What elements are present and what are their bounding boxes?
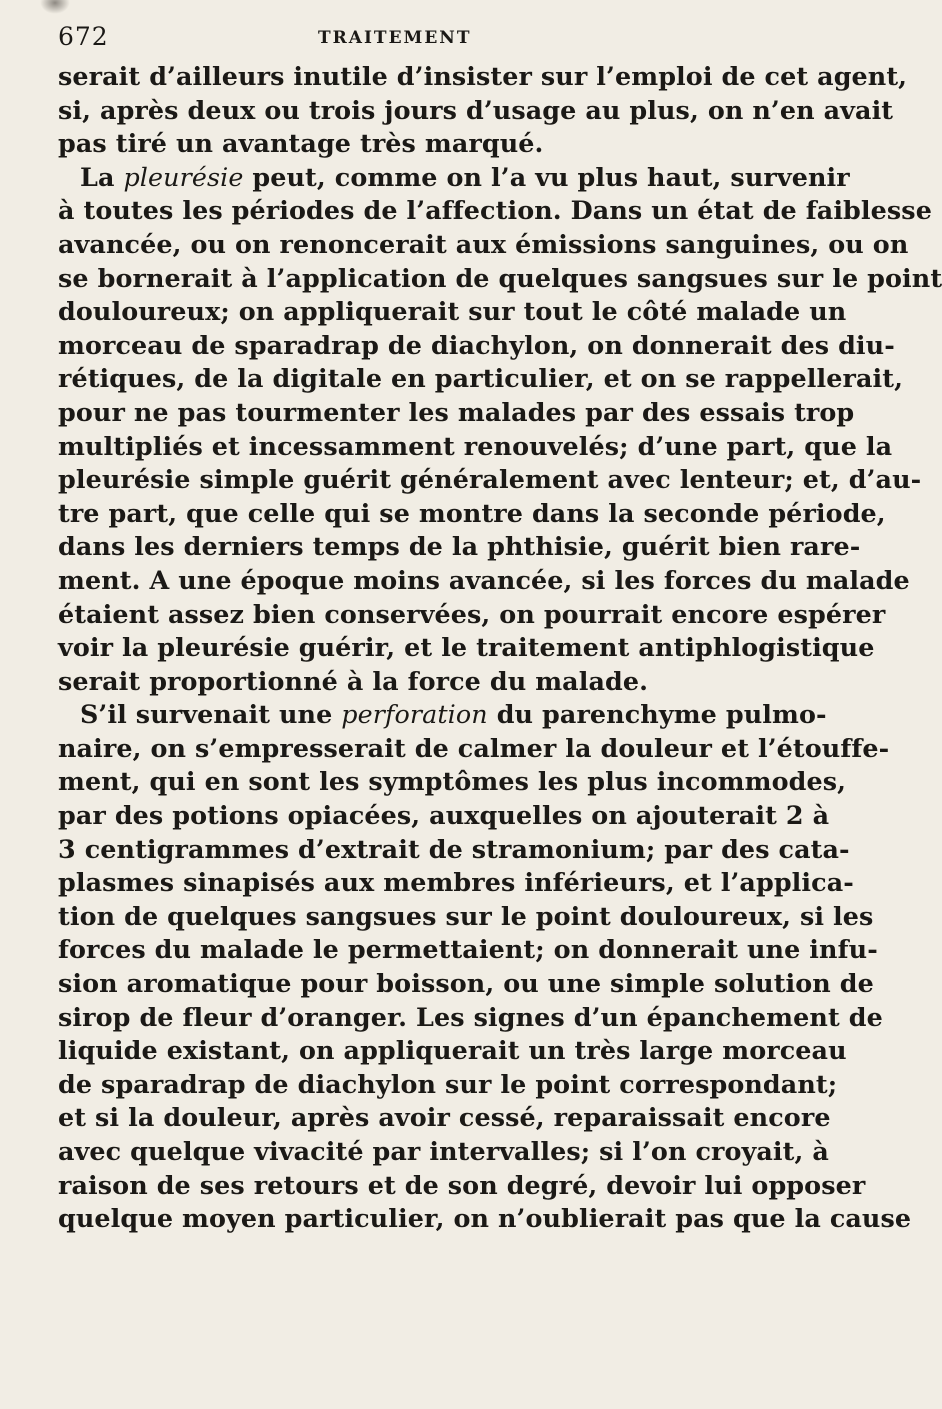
text-segment: morceau de sparadrap de diachylon, on donnerait des diu- xyxy=(58,329,895,360)
text-line xyxy=(58,530,861,564)
text-segment: douloureux; on appliquerait sur tout le côté malade un xyxy=(58,296,847,327)
text-line xyxy=(58,60,908,94)
text-segment: avec quelque vivacité par intervalles; si l’on croyait, à xyxy=(58,1136,829,1166)
text-segment: pour ne pas tourmenter les malades par des essais trop xyxy=(58,396,855,427)
text-segment: multipliés et incessamment renouvelés; d’une part, que la xyxy=(58,430,893,461)
text-segment: sirop de fleur d’oranger. Les signes d’un épanchement de xyxy=(58,1001,883,1032)
ink-blot xyxy=(40,0,70,14)
text-segment: du parenchyme pulmo- xyxy=(487,699,827,730)
text-line xyxy=(58,463,922,497)
text-line xyxy=(58,765,847,799)
text-line xyxy=(58,933,878,967)
text-line xyxy=(58,698,827,732)
text-line xyxy=(58,866,854,900)
text-line xyxy=(58,1101,831,1135)
text-segment: de sparadrap de diachylon sur le point correspondant; xyxy=(58,1068,838,1099)
text-line xyxy=(58,967,874,1001)
text-line xyxy=(58,295,847,329)
text-segment: et si la douleur, après avoir cessé, reparaissait encore xyxy=(58,1102,831,1133)
page-header xyxy=(58,22,758,54)
text-line xyxy=(58,94,894,128)
text-segment: sion aromatique pour boisson, ou une simple solution de xyxy=(58,968,874,999)
text-segment: liquide existant, on appliquerait un très large morceau xyxy=(58,1035,847,1066)
text-segment: par des potions opiacées, auxquelles on ajouterait 2 à xyxy=(58,800,830,831)
text-line xyxy=(58,396,855,430)
text-segment: raison de ses retours et de son degré, devoir lui opposer xyxy=(58,1169,866,1200)
text-segment: ment. A une époque moins avancée, si les forces du malade xyxy=(58,564,910,595)
text-segment: peut, comme on l’a vu plus haut, survenir xyxy=(243,161,850,192)
text-segment: tre part, que celle qui se montre dans la seconde période, xyxy=(58,497,886,528)
text-line xyxy=(58,1068,838,1102)
text-segment: forces du malade le permettaient; on donnerait une infu- xyxy=(58,934,878,965)
text-segment: naire, on s’empresserait de calmer la douleur et l’étouffe- xyxy=(58,732,890,763)
text-line xyxy=(58,1202,912,1236)
text-line xyxy=(58,799,830,833)
text-line xyxy=(58,564,910,598)
text-segment: tion de quelques sangsues sur le point douloureux, si les xyxy=(58,900,874,931)
running-head: TRAITEMENT xyxy=(318,28,472,48)
text-line xyxy=(58,228,909,262)
italic-term: perforation xyxy=(341,699,488,730)
text-line xyxy=(58,497,886,531)
text-line xyxy=(58,161,850,195)
text-segment: ment, qui en sont les symptômes les plus incommodes, xyxy=(58,766,847,797)
text-segment: dans les derniers temps de la phthisie, guérit bien rare- xyxy=(58,531,861,562)
text-segment: étaient assez bien conservées, on pourrait encore espérer xyxy=(58,598,886,629)
text-segment: serait proportionné à la force du malade. xyxy=(58,665,649,696)
text-line xyxy=(58,1135,829,1169)
text-segment: 3 centigrammes d’extrait de stramonium; par des cata- xyxy=(58,833,850,864)
text-line xyxy=(58,598,886,632)
text-segment: se bornerait à l’application de quelques sangsues sur le point xyxy=(58,262,942,293)
text-segment: à toutes les périodes de l’affection. Dans un état de faiblesse xyxy=(58,195,932,226)
text-line xyxy=(58,194,932,228)
text-segment: rétiques, de la digitale en particulier, et on se rappellerait, xyxy=(58,363,904,394)
text-segment: quelque moyen particulier, on n’oublierait pas que la cause xyxy=(58,1203,912,1234)
text-line xyxy=(58,362,904,396)
text-segment: voir la pleurésie guérir, et le traitement antiphlogistique xyxy=(58,632,875,663)
text-line xyxy=(58,329,895,363)
text-line xyxy=(58,1169,866,1203)
text-segment: plasmes sinapisés aux membres inférieurs, et l’applica- xyxy=(58,867,854,898)
text-line xyxy=(58,430,893,464)
page-number: 672 xyxy=(58,22,109,51)
text-line xyxy=(58,1034,847,1068)
text-segment: La xyxy=(80,161,124,192)
text-segment: avancée, ou on renoncerait aux émissions sanguines, ou on xyxy=(58,228,909,259)
text-segment: serait d’ailleurs inutile d’insister sur l’emploi de cet agent, xyxy=(58,61,908,91)
text-segment: pleurésie simple guérit généralement avec lenteur; et, d’au- xyxy=(58,464,922,495)
text-line xyxy=(58,833,850,867)
text-segment: S’il survenait une xyxy=(80,699,342,730)
text-line xyxy=(58,631,875,665)
text-segment: pas tiré un avantage très marqué. xyxy=(58,128,544,159)
text-line xyxy=(58,732,890,766)
text-line xyxy=(58,900,874,934)
text-line xyxy=(58,1001,883,1035)
text-segment: si, après deux ou trois jours d’usage au plus, on n’en avait xyxy=(58,94,894,125)
text-line xyxy=(58,127,758,161)
body-text xyxy=(58,60,942,1236)
text-line xyxy=(58,665,758,699)
italic-term: pleurésie xyxy=(123,161,244,192)
text-line xyxy=(58,262,942,296)
